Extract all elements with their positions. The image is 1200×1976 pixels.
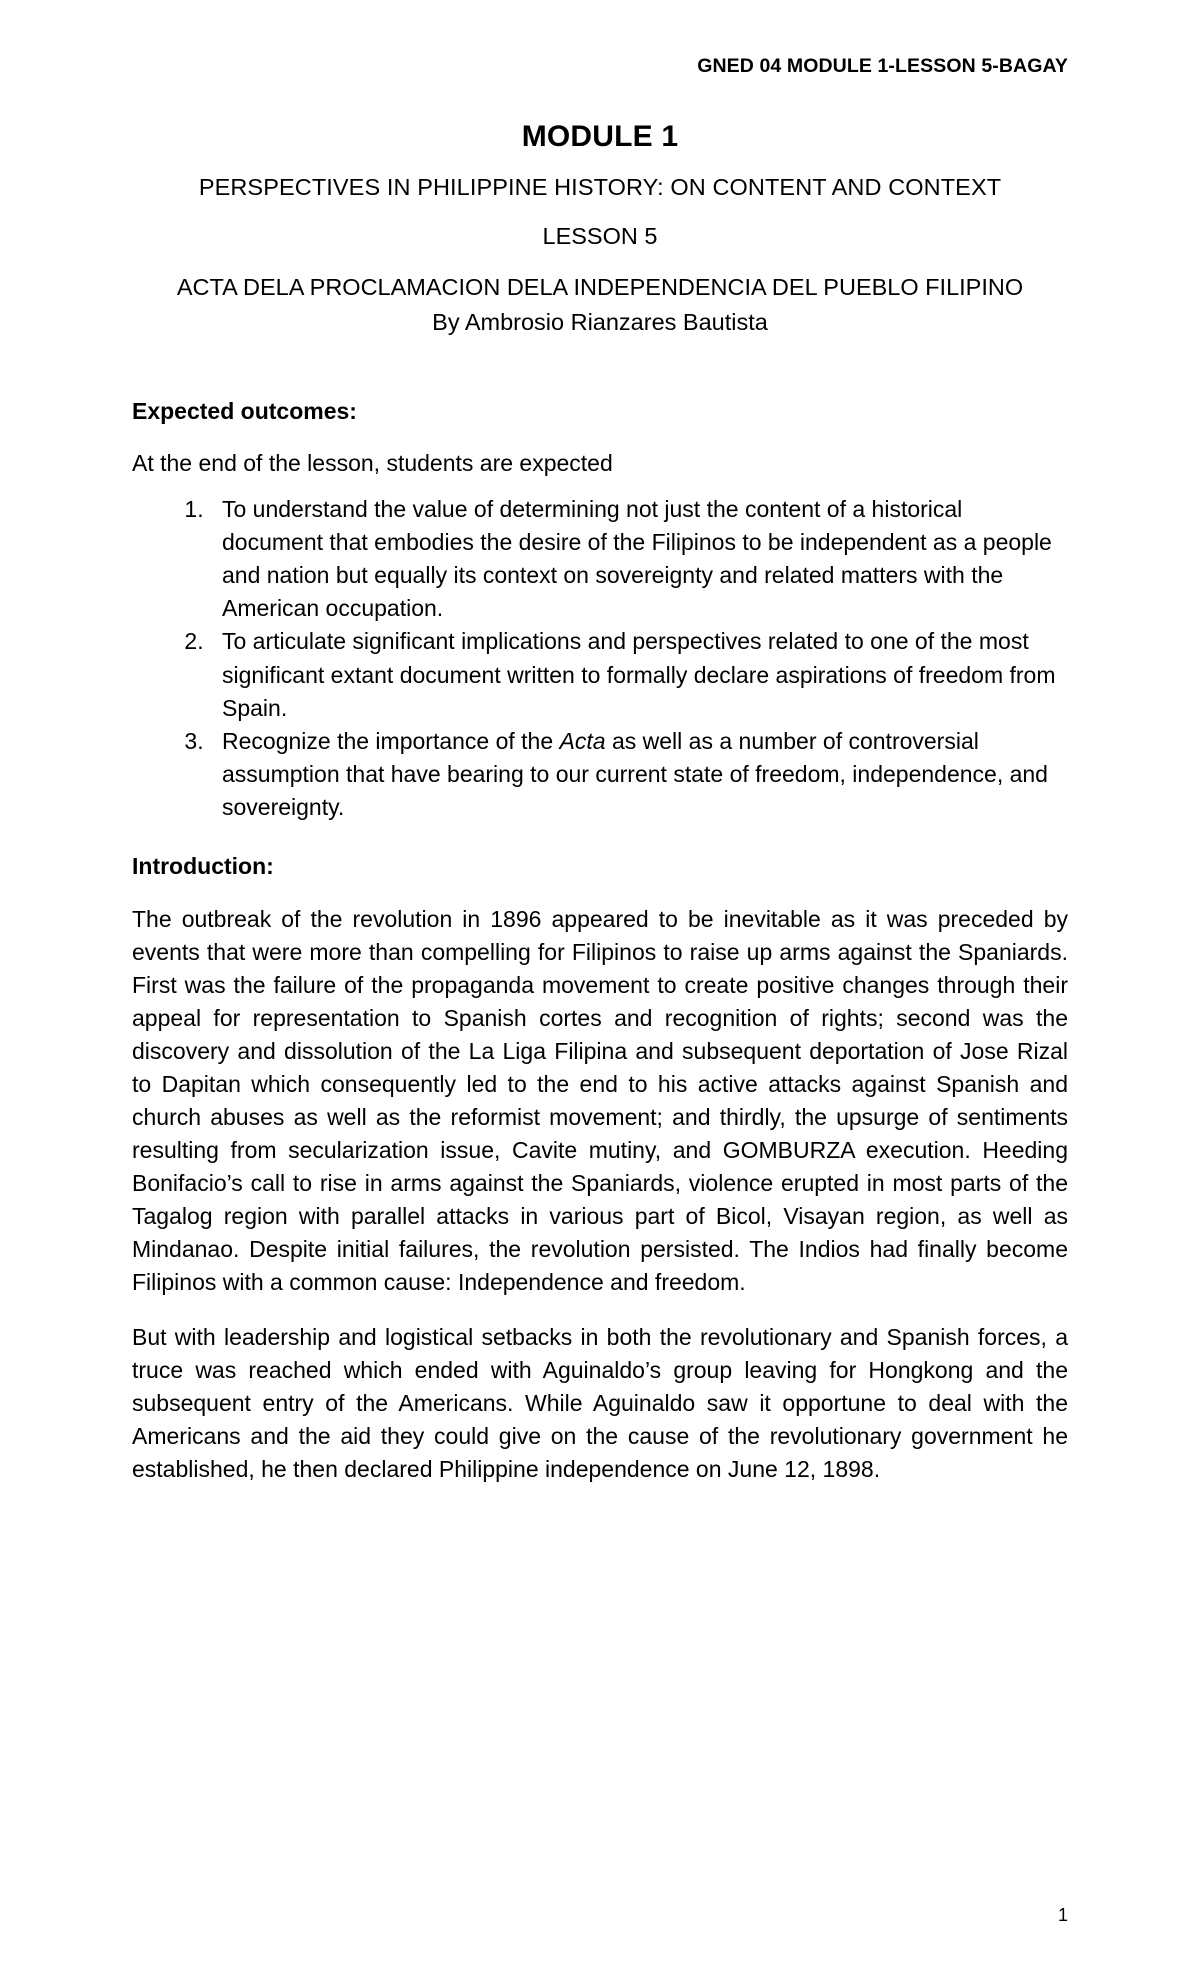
list-item [210, 625, 1068, 724]
outcome-text: To understand the value of determining not just the content of a historical document that embodies the desire of the Filipinos to be independent as a people and nation but equally its context on sovereignty and related matters with the American occupation. [222, 496, 1052, 622]
expected-outcomes-lead: At the end of the lesson, students are expected [132, 449, 613, 476]
introduction-heading: Introduction: [132, 853, 274, 880]
running-head: GNED 04 MODULE 1-LESSON 5-BAGAY [697, 55, 1068, 77]
title-block [132, 119, 1068, 337]
list-item [210, 493, 1068, 625]
lesson-label: LESSON 5 [542, 222, 658, 249]
expected-outcomes-heading: Expected outcomes: [132, 398, 357, 425]
page-number: 1 [1057, 1905, 1068, 1925]
outcome-text: To articulate significant implications and perspectives related to one of the most significant extant document written to formally declare aspirations of freedom from Spain. [222, 628, 1056, 721]
outcome-emphasis-acta: Acta [559, 727, 606, 754]
introduction-paragraph-1: The outbreak of the revolution in 1896 appeared to be inevitable as it was preceded by events that were more than compelling for Filipinos to raise up arms against the Spaniards. First was the failure of the propaganda movement to create positive changes through their appeal for representation to Spanish cortes and recognition of rights; second was the discovery and dissolution of the La Liga Filipina and subsequent deportation of Jose Rizal to Dapitan which consequently led to the end to his active attacks against Spanish and church abuses as well as the reformist movement; and thirdly, the upsurge of sentiments resulting from secularization issue, Cavite mutiny, and GOMBURZA execution. Heeding Bonifacio’s call to rise in arms against the Spaniards, violence erupted in most parts of the Tagalog region with parallel attacks in various part of Bicol, Visayan region, as well as Mindanao. Despite initial failures, the revolution persisted. The Indios had finally become Filipinos with a common cause: Independence and freedom. [132, 906, 1068, 1296]
list-item [210, 725, 1068, 824]
expected-outcomes-list [132, 493, 1068, 824]
introduction-paragraph-2: But with leadership and logistical setbacks in both the revolutionary and Spanish forces, a truce was reached which ended with Aguinaldo’s group leaving for Hongkong and the subsequent entry of the Americans. While Aguinaldo saw it opportune to deal with the Americans and the aid they could give on the cause of the revolutionary government he established, he then declared Philippine independence on June 12, 1898. [132, 1324, 1068, 1483]
acta-title: ACTA DELA PROCLAMACION DELA INDEPENDENCIA DEL PUEBLO FILIPINO [176, 274, 1024, 301]
outcome-text-after: as well as a number of controversial assumption that have bearing to our current state of freedom, independence, and sovereignty. [222, 727, 1048, 821]
author-byline: By Ambrosio Rianzares Bautista [432, 308, 768, 335]
document-subtitle: PERSPECTIVES IN PHILIPPINE HISTORY: ON CONTENT AND CONTEXT [198, 174, 1002, 201]
page-title: MODULE 1 [521, 120, 679, 154]
outcome-text-before: Recognize the importance of the [222, 727, 560, 754]
